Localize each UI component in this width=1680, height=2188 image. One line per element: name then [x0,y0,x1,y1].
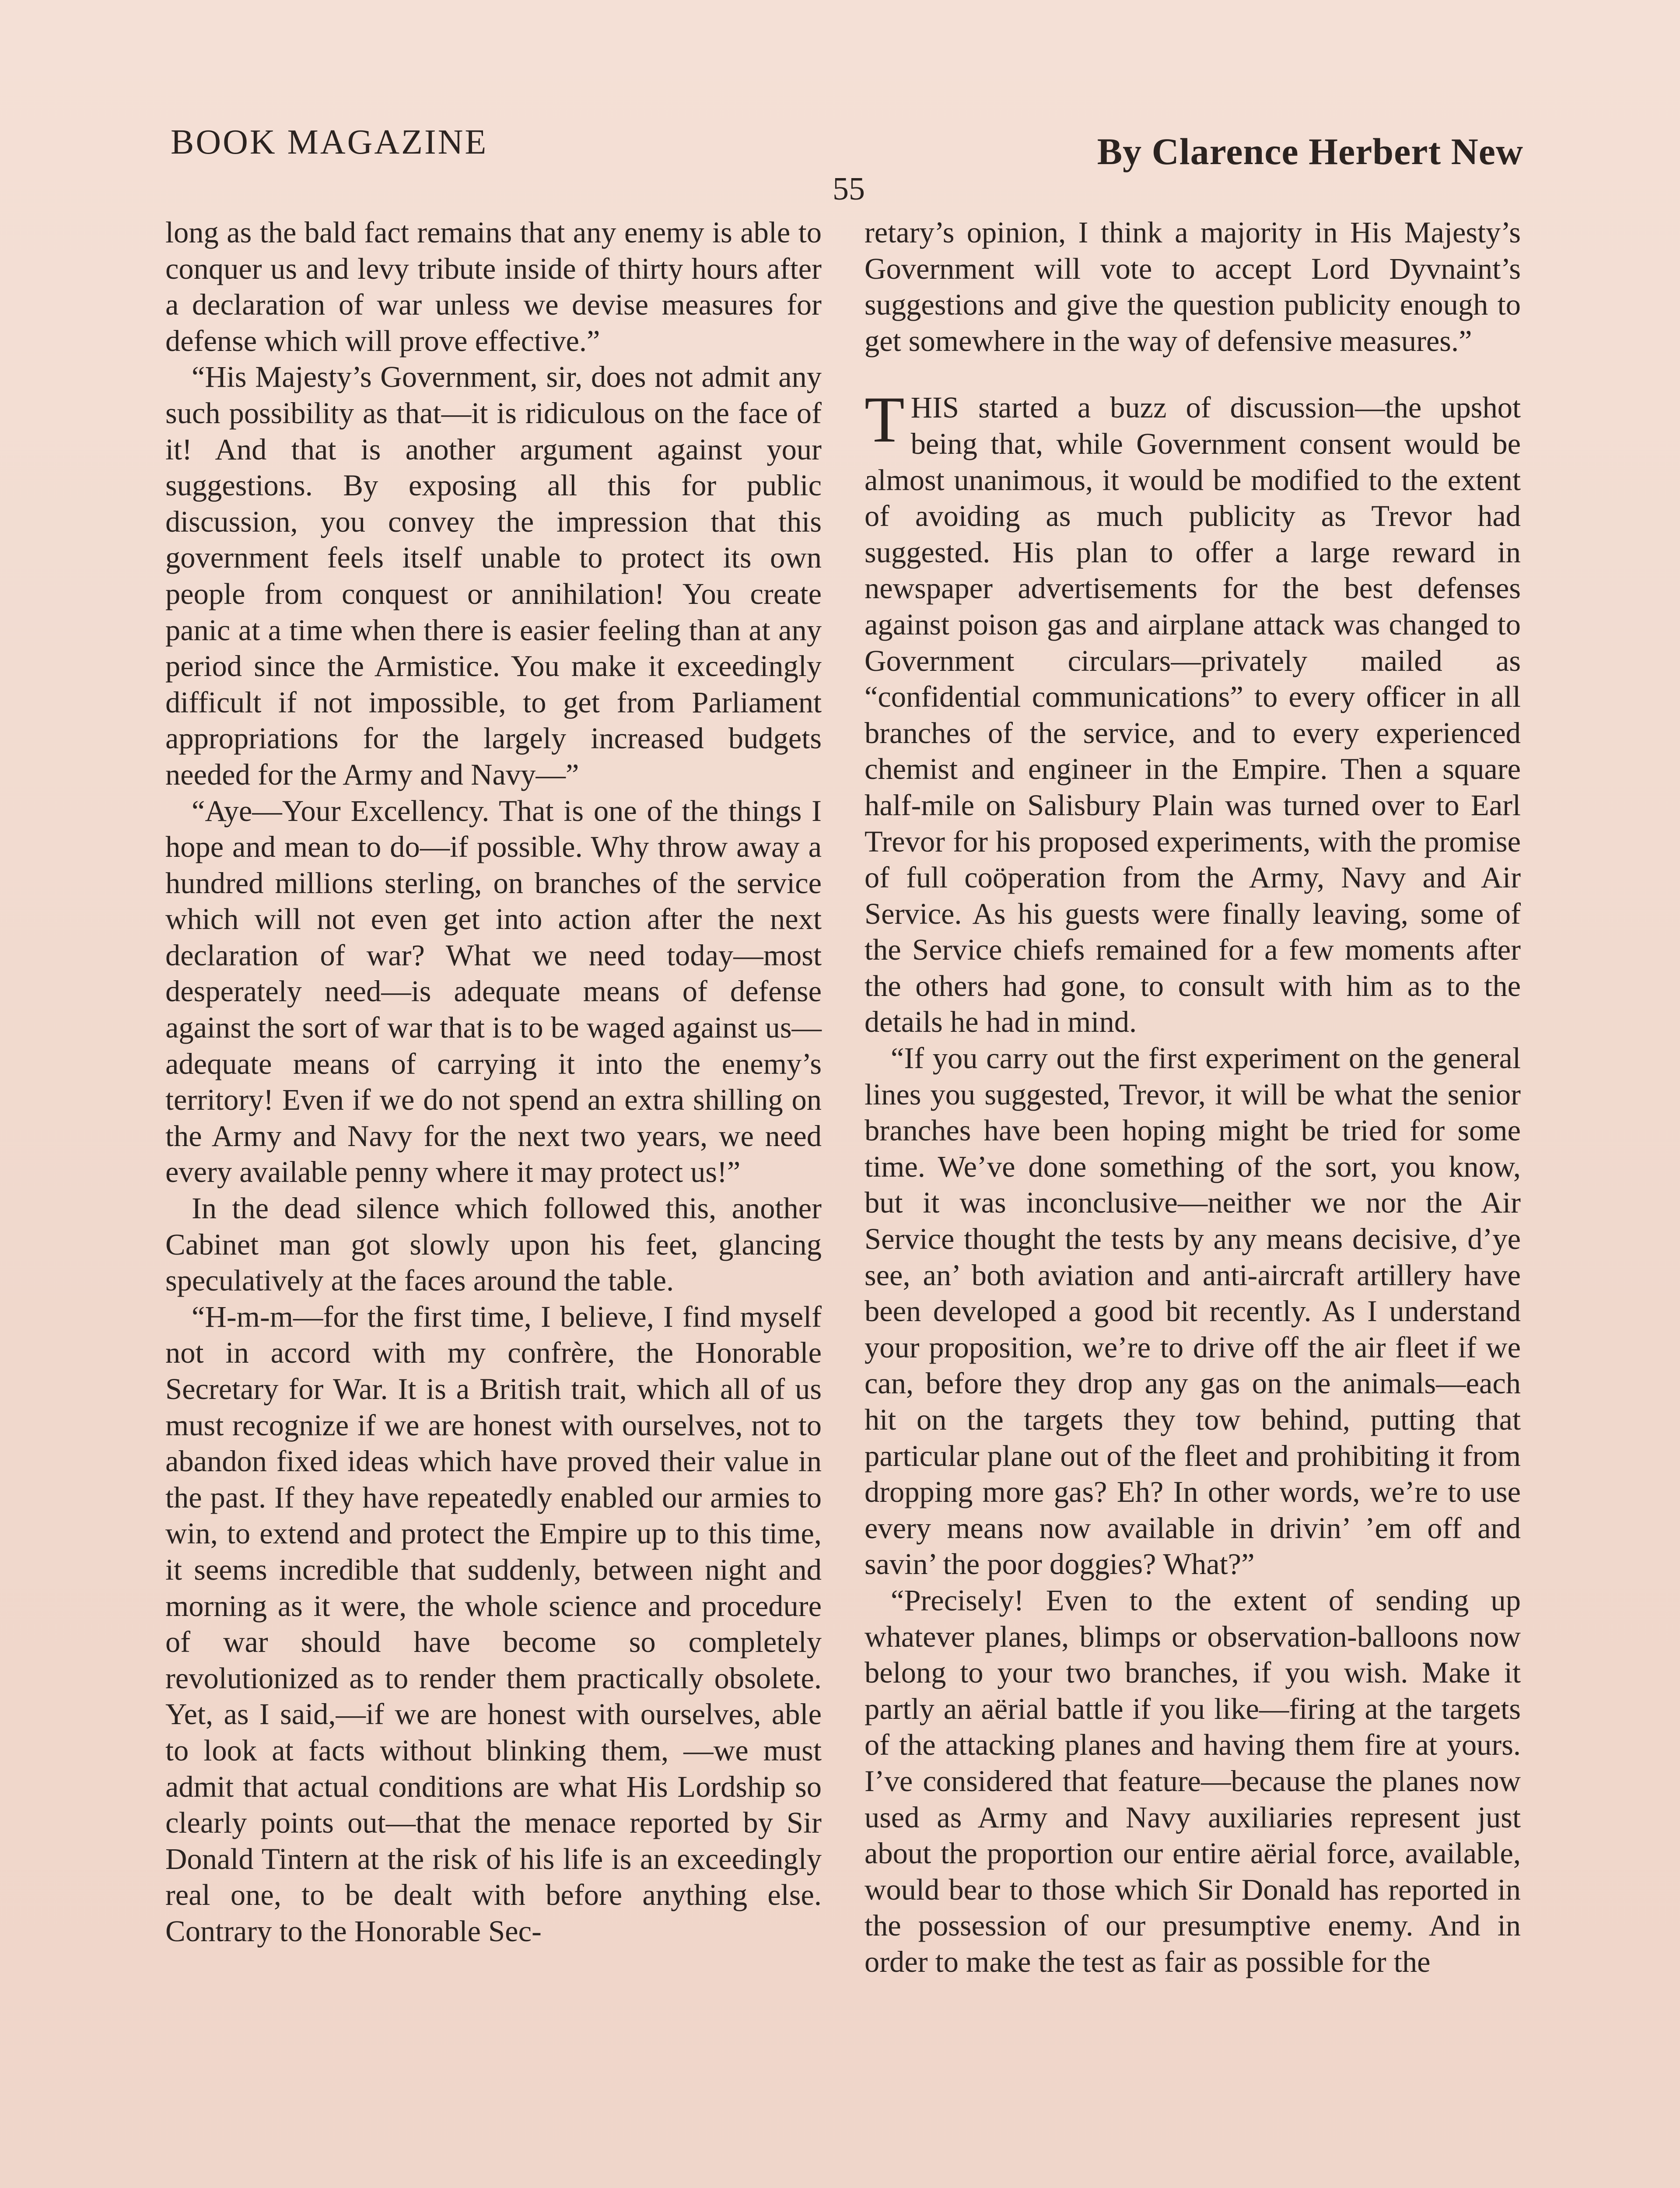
paragraph: long as the bald fact remains that any enemy is able to conquer us and levy tribute inside of thirty hours after a declaration of war unless we devise measures for defense which will prove effective.” [165,216,822,358]
author-byline: By Clarence Herbert New [1097,130,1523,172]
paragraph: In the dead silence which followed this, another Cabinet man got slowly upon his feet, glancing speculatively at the faces around the table. [165,1192,822,1297]
paragraph: “Precisely! Even to the extent of sending up whatever planes, blimps or observation-balloons now belong to your two branches, if you wish. Make it partly an aërial battle if you like—firing at the targets of the attacking planes and having them fire at yours. I’ve considered that feature—because the planes now used as Army and Navy auxiliaries represent just about the proportion our entire aërial force, available, would bear to those which Sir Donald has reported in the possession of our presumptive enemy. And in order to make the test as fair as possible for the [864,1583,1521,1978]
paragraph: “His Majesty’s Government, sir, does not admit any such possibility as that—it is ridiculous on the face of it! And that is another argument against your suggestions. By exposing all this for public discussion, you convey the impression that this government feels itself unable to protect its own people from conquest or annihilation! You create panic at a time when there is easier feeling than at any period since the Armistice. You make it exceedingly difficult if not impossible, to get from Parliament appropriations for the largely increased budgets needed for the Army and Navy—” [165,360,822,791]
paragraph: “Aye—Your Excellency. That is one of the things I hope and mean to do—if possible. Why throw away a hundred millions sterling, on branches of the service which will not even get into action after the next declaration of war? What we need today—most desperately need—is adequate means of defense against the sort of war that is to be waged against us—adequate means of carrying it into the enemy’s territory! Even if we do not spend an extra shilling on the Army and Navy for the next two years, we need every available penny where it may protect us!” [165,794,822,1189]
drop-cap: T [864,383,905,456]
page-number: 55 [833,171,865,207]
paragraph: “H-m-m—for the first time, I believe, I find myself not in accord with my confrère, the Honorable Secretary for War. It is a British trait, which all of us must recognize if we are honest with ourselves, not to abandon fixed ideas which have proved their value in the past. If they have repeatedly enabled our armies to win, to extend and protect the Empire up to this time, it seems incredible that suddenly, between night and morning as it were, the whole science and procedure of war should have become so completely revolutionized as to render them practically obsolete. Yet, as I said,—if we are honest with ourselves, able to look at facts without blinking them, —we must admit that actual conditions are what His Lordship so clearly points out—that the menace reported by Sir Donald Tintern at the risk of his life is an exceedingly real one, to be dealt with before anything else. Contrary to the Honorable Sec- [165,1300,822,1948]
magazine-title: BOOK MAGAZINE [171,123,488,161]
right-column [864,214,1521,1980]
section-start-paragraph [864,383,1521,1040]
paragraph: retary’s opinion, I think a majority in His Majesty’s Government will vote to accept Lord Dyvnaint’s suggestions and give the question publicity enough to get somewhere in the way of defensive measures.” [864,216,1521,358]
left-column [165,214,822,1950]
paragraph: “If you carry out the first experiment on the general lines you suggested, Trevor, it will be what the senior branches have been hoping might be tried for some time. We’ve done something of the sort, you know, but it was inconclusive—neither we nor the Air Service thought the tests by any means decisive, d’ye see, an’ both aviation and anti-aircraft artillery have been developed a good bit recently. As I understand your proposition, we’re to drive off the air fleet if we can, before they drop any gas on the animals—each hit on the targets they tow behind, putting that particular plane out of the fleet and prohibiting it from dropping more gas? Eh? In other words, we’re to use every means now available in drivin’ ’em off and savin’ the poor doggies? What?” [864,1041,1521,1581]
section-start-text: HIS started a buzz of discussion—the upshot being that, while Government consent would be almost unanimous, it would be modified to the extent of avoiding as much publicity as Trevor had suggested. His plan to offer a large reward in newspaper advertisements for the best defenses against poison gas and airplane attack was changed to Government circulars—privately mailed as “confidential communications” to every officer in all branches of the service, and to every experienced chemist and engineer in the Empire. Then a square half-mile on Salisbury Plain was turned over to Earl Trevor for his proposed experiments, with the promise of full coöperation from the Army, Navy and Air Service. As his guests were finally leaving, some of the Service chiefs remained for a few moments after the others had gone, to consult with him as to the details he had in mind. [864,391,1521,1039]
